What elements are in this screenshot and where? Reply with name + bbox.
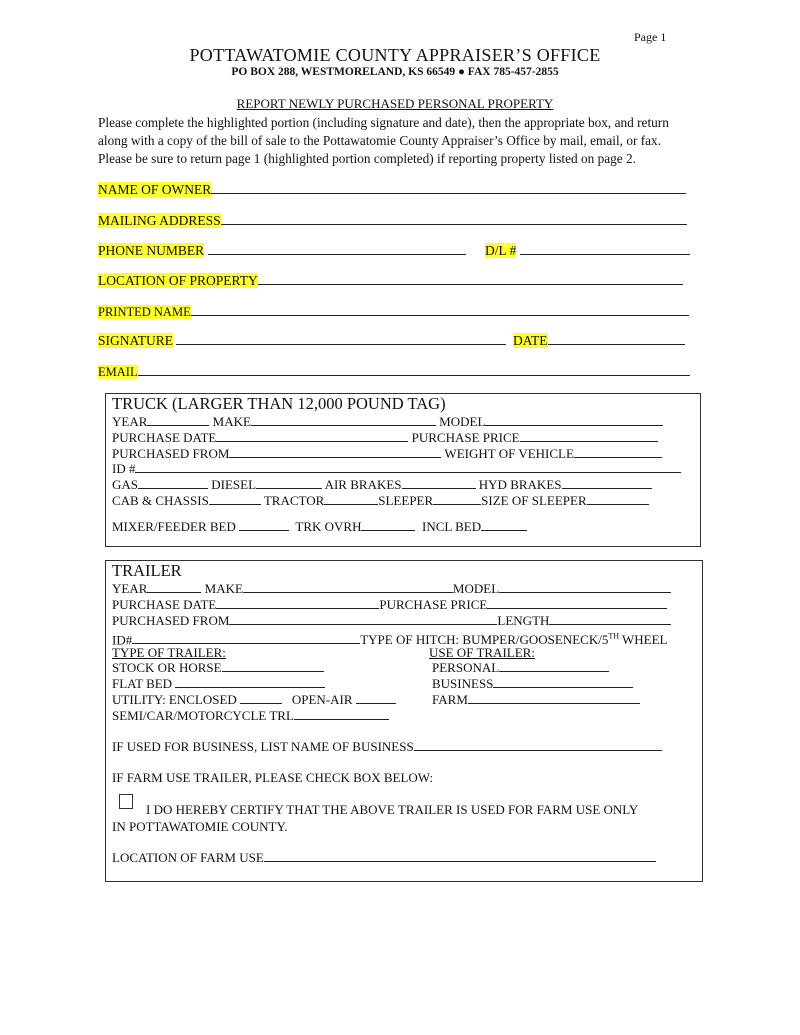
year-label: YEAR: [112, 581, 148, 596]
truck-row: [112, 477, 652, 492]
email-label: EMAIL: [98, 365, 138, 379]
length-input[interactable]: [549, 613, 671, 625]
instruction-line: Please be sure to return page 1 (highlighted portion completed) if reporting property listed on page 2.: [98, 151, 637, 166]
mixer-input[interactable]: [239, 519, 289, 531]
truck-title: TRUCK (LARGER THAN 12,000 POUND TAG): [112, 394, 446, 413]
business-name-input[interactable]: [414, 739, 662, 751]
weight-input[interactable]: [574, 446, 662, 458]
printed-name-input[interactable]: [191, 304, 689, 316]
location-field[interactable]: [98, 273, 683, 288]
size-sleeper-input[interactable]: [587, 493, 649, 505]
dl-input[interactable]: [520, 243, 690, 255]
dl-label: D/L #: [485, 243, 517, 258]
air-brakes-input[interactable]: [402, 477, 476, 489]
date-input[interactable]: [548, 333, 685, 345]
instruction-line: along with a copy of the bill of sale to the Pottawatomie County Appraiser’s Office by mail, email, or fax.: [98, 133, 662, 148]
trailer-row: [112, 613, 671, 628]
incl-bed-label: INCL BED: [421, 519, 482, 534]
model-input[interactable]: [499, 581, 671, 593]
sleeper-input[interactable]: [433, 493, 481, 505]
weight-label: WEIGHT OF VEHICLE: [444, 446, 574, 461]
open-air-input[interactable]: [356, 692, 396, 704]
trailer-row: [112, 597, 667, 612]
owner-name-field[interactable]: [98, 182, 686, 197]
id-label: ID#: [112, 632, 133, 648]
phone-field[interactable]: [98, 243, 466, 258]
mailing-address-label: MAILING ADDRESS: [98, 213, 221, 228]
purchase-price-label: PURCHASE PRICE: [379, 597, 488, 612]
flat-bed-input[interactable]: [175, 676, 325, 688]
purchase-price-input[interactable]: [487, 597, 667, 609]
open-air-label: OPEN-AIR: [291, 692, 353, 707]
farm-location-input[interactable]: [264, 850, 656, 862]
make-label: MAKE: [204, 581, 243, 596]
year-label: YEAR: [112, 414, 148, 429]
purchase-date-input[interactable]: [216, 597, 379, 609]
trailer-section: [105, 560, 703, 882]
instructions: [98, 114, 669, 168]
date-field[interactable]: [513, 333, 685, 348]
year-input[interactable]: [147, 414, 209, 426]
personal-label: PERSONAL: [432, 660, 500, 675]
enclosed-label: UTILITY: ENCLOSED: [112, 692, 237, 707]
farm-location-label: LOCATION OF FARM USE: [112, 850, 264, 865]
location-label: LOCATION OF PROPERTY: [98, 273, 258, 288]
date-label: DATE: [513, 333, 548, 348]
mixer-label: MIXER/FEEDER BED: [112, 519, 236, 534]
hyd-brakes-input[interactable]: [562, 477, 652, 489]
semi-label: SEMI/CAR/MOTORCYCLE TRL: [112, 708, 294, 723]
hyd-brakes-label: HYD BRAKES: [478, 477, 562, 492]
truck-row: [112, 430, 658, 445]
truck-row: [112, 519, 527, 534]
model-input[interactable]: [485, 414, 663, 426]
office-address: PO BOX 288, WESTMORELAND, KS 66549 ● FAX 785-457-2855: [231, 66, 559, 78]
length-label: LENGTH: [497, 613, 550, 628]
truck-row: [112, 461, 681, 476]
trk-ovrh-label: TRK OVRH: [295, 519, 362, 534]
purchase-date-label: PURCHASE DATE: [112, 430, 217, 445]
purchased-from-label: PURCHASED FROM: [112, 446, 230, 461]
purchased-from-label: PURCHASED FROM: [112, 613, 230, 628]
purchased-from-input[interactable]: [229, 446, 441, 458]
personal-input[interactable]: [499, 660, 609, 672]
size-sleeper-label: SIZE OF SLEEPER: [481, 493, 587, 508]
stock-label: STOCK OR HORSE: [112, 660, 222, 675]
page-number: Page 1: [634, 30, 667, 44]
truck-row: [112, 414, 663, 429]
diesel-input[interactable]: [256, 477, 322, 489]
phone-label: PHONE NUMBER: [98, 243, 205, 258]
report-title: REPORT NEWLY PURCHASED PERSONAL PROPERTY: [236, 96, 554, 111]
purchase-date-input[interactable]: [216, 430, 408, 442]
trailer-row: [112, 581, 671, 596]
purchase-date-label: PURCHASE DATE: [112, 597, 217, 612]
email-field[interactable]: [98, 364, 690, 380]
gas-input[interactable]: [138, 477, 208, 489]
location-input[interactable]: [258, 273, 683, 285]
tractor-input[interactable]: [324, 493, 378, 505]
truck-section: [105, 393, 701, 547]
trailer-row: [112, 850, 656, 865]
flat-bed-label: FLAT BED: [112, 676, 173, 691]
business-name-label: IF USED FOR BUSINESS, LIST NAME OF BUSINESS: [112, 739, 414, 754]
signature-input[interactable]: [176, 333, 506, 345]
dl-field[interactable]: [485, 243, 690, 258]
enclosed-input[interactable]: [240, 692, 282, 704]
trailer-row: [112, 739, 662, 754]
semi-input[interactable]: [294, 708, 389, 720]
trailer-row: [112, 692, 468, 707]
farm-check-instruction: IF FARM USE TRAILER, PLEASE CHECK BOX BELOW:: [112, 770, 434, 785]
page-title: POTTAWATOMIE COUNTY APPRAISER’S OFFICE: [189, 45, 601, 65]
cab-input[interactable]: [209, 493, 261, 505]
hitch-label: TYPE OF HITCH: BUMPER/GOOSENECK/5TH WHEEL: [360, 632, 668, 648]
certify-text-2: IN POTTAWATOMIE COUNTY.: [112, 819, 288, 834]
purchased-from-input[interactable]: [229, 613, 497, 625]
make-input[interactable]: [243, 581, 453, 593]
farm-use-checkbox[interactable]: [119, 794, 133, 809]
trailer-row: [112, 708, 389, 723]
phone-input[interactable]: [208, 243, 466, 255]
id-input[interactable]: [132, 632, 360, 644]
printed-name-field[interactable]: [98, 304, 689, 320]
sleeper-label: SLEEPER: [378, 493, 434, 508]
trk-ovrh-input[interactable]: [361, 519, 415, 531]
id-input[interactable]: [135, 461, 681, 473]
make-input[interactable]: [251, 414, 436, 426]
trailer-row: [112, 660, 500, 675]
id-label: ID #: [112, 461, 136, 476]
printed-name-label: PRINTED NAME: [98, 305, 191, 319]
model-label: MODEL: [439, 414, 486, 429]
make-label: MAKE: [212, 414, 251, 429]
air-brakes-label: AIR BRAKES: [324, 477, 402, 492]
gas-label: GAS: [112, 477, 139, 492]
year-input[interactable]: [147, 581, 201, 593]
model-label: MODEL: [452, 581, 500, 596]
trailer-row: [112, 645, 535, 660]
truck-row: [112, 493, 649, 508]
farm-label: FARM: [432, 692, 468, 707]
stock-input[interactable]: [222, 660, 324, 672]
trailer-title: TRAILER: [112, 561, 182, 580]
owner-name-label: NAME OF OWNER: [98, 182, 212, 197]
purchase-price-label: PURCHASE PRICE: [411, 430, 520, 445]
signature-label: SIGNATURE: [98, 333, 174, 348]
owner-name-input[interactable]: [211, 182, 686, 194]
type-heading: TYPE OF TRAILER:: [112, 645, 226, 660]
business-label: BUSINESS: [432, 676, 494, 691]
cab-label: CAB & CHASSIS: [112, 493, 209, 508]
mailing-address-input[interactable]: [221, 213, 687, 225]
farm-input[interactable]: [468, 692, 640, 704]
use-heading: USE OF TRAILER:: [429, 645, 535, 660]
signature-field[interactable]: [98, 333, 506, 348]
truck-row: [112, 446, 662, 461]
purchase-price-input[interactable]: [520, 430, 658, 442]
mailing-address-field[interactable]: [98, 213, 687, 228]
incl-bed-input[interactable]: [481, 519, 527, 531]
instruction-line: Please complete the highlighted portion (including signature and date), then the appropriate box, and return: [98, 115, 669, 130]
certify-text: I DO HEREBY CERTIFY THAT THE ABOVE TRAILER IS USED FOR FARM USE ONLY: [146, 802, 639, 817]
trailer-row: [112, 676, 494, 691]
diesel-label: DIESEL: [211, 477, 257, 492]
business-input[interactable]: [493, 676, 633, 688]
tractor-label: TRACTOR: [263, 493, 325, 508]
email-input[interactable]: [138, 364, 690, 376]
